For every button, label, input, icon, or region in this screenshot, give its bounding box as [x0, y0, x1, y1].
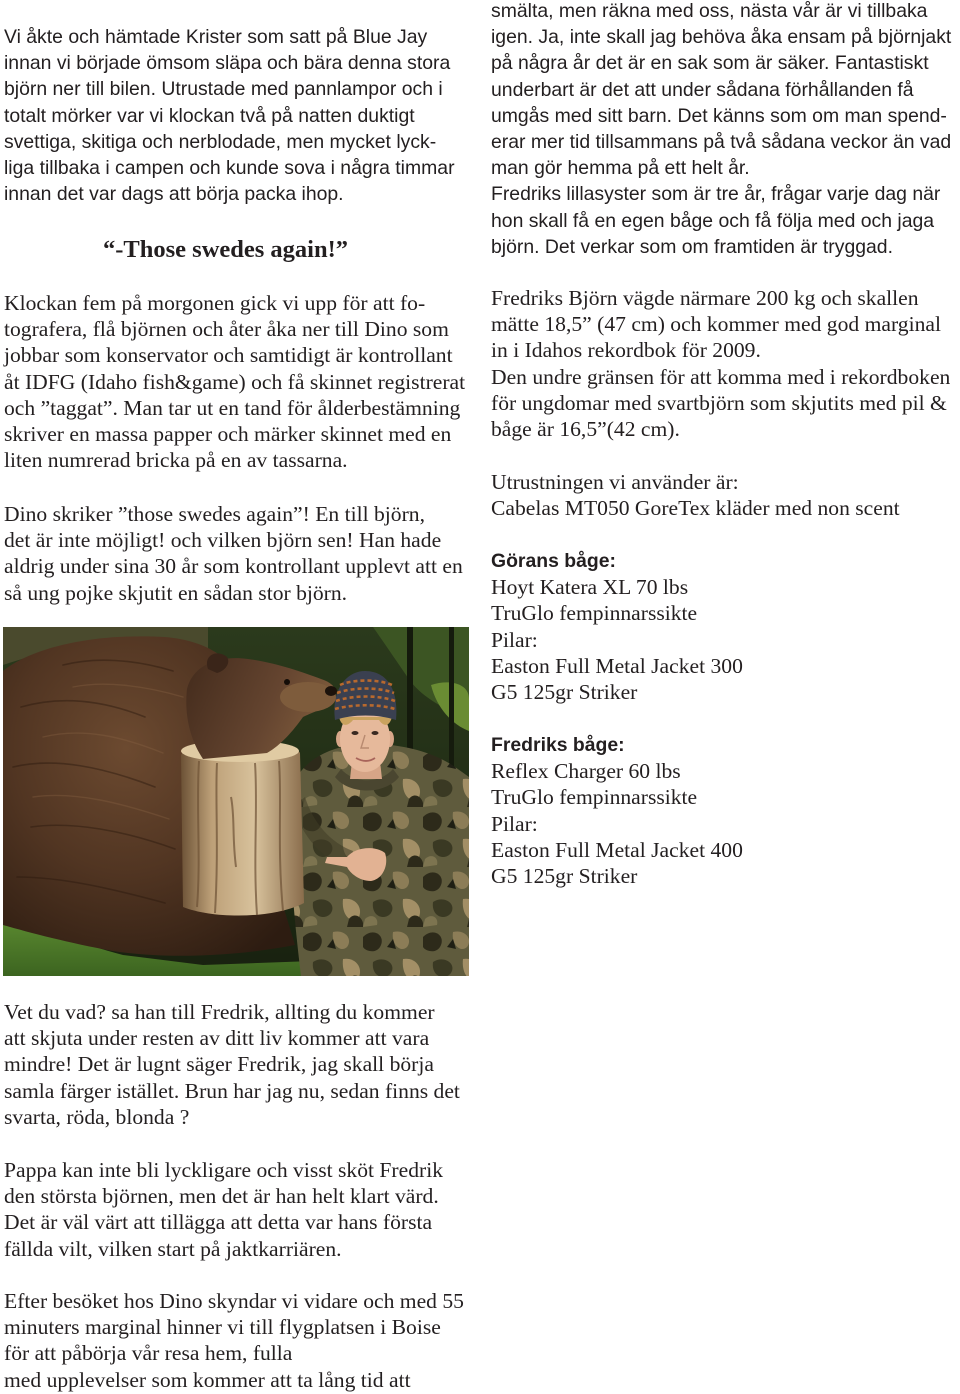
text-line: smälta, men räkna med oss, nästa vår är vi tillbaka: [491, 0, 928, 22]
text-line: totalt mörker var vi klockan två på natten duktigt: [4, 104, 415, 127]
list-item: Easton Full Metal Jacket 400: [491, 837, 743, 862]
bear-nose: [325, 686, 337, 696]
text-line: Klockan fem på morgonen gick vi upp för att fo-: [4, 291, 426, 315]
text-line: Vet du vad? sa han till Fredrik, allting du kommer: [4, 1000, 435, 1024]
text-line: för ungdomar med svartbjörn som skjutits med pil &: [491, 390, 947, 415]
tree-trunk: [449, 627, 454, 777]
list-item: Hoyt Katera XL 70 lbs: [491, 575, 689, 600]
bear-hunter-photo: [3, 627, 469, 976]
text-line: in i Idahos rekordbok för 2009.: [491, 338, 761, 363]
text-line: underbart är det att under sådana förhållanden få: [491, 78, 914, 101]
fredriks-bage-list: [491, 732, 957, 889]
text-line: Vi åkte och hämtade Krister som satt på Blue Jay: [4, 26, 428, 48]
hunter-eye: [372, 731, 379, 735]
bear-muzzle: [280, 682, 336, 712]
list-item: TruGlo fempinnarssikte: [491, 601, 698, 626]
text-line: umgås med sitt barn. Det känns som om man spend-: [491, 104, 947, 127]
text-line: liga tillbaka i campen och kunde sova i några timmar: [4, 156, 455, 179]
text-line: liten numrerad bricka på en av tassarna.: [4, 448, 348, 473]
gorans-bage-list: [491, 548, 957, 705]
list-item: Pilar:: [491, 627, 538, 652]
text-line: Fredriks Björn vägde närmare 200 kg och skallen: [491, 286, 919, 310]
section-heading-block: [103, 235, 465, 265]
list-item: G5 125gr Striker: [491, 863, 638, 888]
text-line: åt IDFG (Idaho fish&game) och få skinnet registrerat: [4, 369, 466, 394]
text-line: minuters marginal hinner vi till flygplatsen i Boise: [4, 1315, 441, 1340]
paragraph-intro-left: [4, 24, 470, 207]
text-line: Efter besöket hos Dino skyndar vi vidare och med 55: [4, 1289, 464, 1313]
text-line: Dino skriker ”those swedes again”! En till björn,: [4, 502, 425, 526]
text-line: och ”taggat”. Man tar ut en tand för ålderbestämning: [4, 395, 461, 420]
list-item: Easton Full Metal Jacket 300: [491, 653, 743, 678]
text-line: mätte 18,5” (47 cm) och kommer med god marginal: [491, 312, 941, 337]
paragraph-pappa: [4, 1157, 470, 1262]
text-line: med upplevelser som kommer att ta lång tid att: [4, 1367, 411, 1392]
text-line: hon skall få en egen båge och få följa med och jaga: [491, 209, 935, 232]
text-line: svettiga, skitiga och nerblodade, men mycket lyck-: [4, 130, 437, 153]
text-line: Pappa kan inte bli lyckligare och visst sköt Fredrik: [4, 1158, 443, 1182]
text-line: innan vi började ömsom släpa och bära denna stora: [4, 52, 451, 75]
paragraph-equipment: [491, 469, 957, 521]
text-line: båge är 16,5”(42 cm).: [491, 416, 680, 441]
text-line: så ung pojke skjutit en sådan stor björn.: [4, 580, 348, 605]
text-line: jobbar som konservator och samtidigt är kontrollant: [4, 343, 453, 368]
text-line: mindre! Det är lugnt säger Fredrik, jag skall börja: [4, 1052, 434, 1077]
text-line: samla färger istället. Brun har jag nu, sedan finns det: [4, 1078, 460, 1103]
text-line: Den undre gränsen för att komma med i rekordboken: [491, 364, 951, 389]
paragraph-intro-right: [491, 0, 957, 260]
list-item: TruGlo fempinnarssikte: [491, 785, 698, 810]
text-line: aldrig under sina 30 år som kontrollant upplevt att en: [4, 554, 463, 579]
paragraph-morning: [4, 290, 470, 473]
text-line: Utrustningen vi använder är:: [491, 470, 739, 494]
text-line: skriver en massa papper och märker skinnet med en: [4, 421, 452, 446]
paragraph-record: [491, 285, 957, 442]
bear-eye: [284, 679, 290, 685]
text-line: Det är väl värt att tillägga att detta var hans första: [4, 1210, 433, 1235]
text-line: att skjuta under resten av ditt liv kommer att vara: [4, 1026, 430, 1051]
text-line: det är inte möjligt! och vilken björn sen! Han hade: [4, 528, 442, 553]
text-line: Cabelas MT050 GoreTex kläder med non scent: [491, 496, 900, 521]
text-line: björn. Det verkar som om framtiden är tryggad.: [491, 235, 893, 258]
paragraph-dino: [4, 501, 470, 606]
text-line: björn ner till bilen. Utrustade med pannlampor och i: [4, 78, 443, 101]
text-line: innan det var dags att börja packa ihop.: [4, 183, 344, 206]
text-line: erar mer tid tillsammans på två sådana veckor än vad: [491, 130, 952, 153]
tree-trunk: [407, 627, 413, 757]
paragraph-vet-du-vad: [4, 999, 470, 1130]
list-item: Reflex Charger 60 lbs: [491, 759, 681, 784]
text-line: igen. Ja, inte skall jag behöva åka ensam på björnjakt: [491, 26, 952, 49]
text-line: man gör hemma på ett helt år.: [491, 157, 750, 180]
text-line: tografera, flå björnen och åter åka ner till Dino som: [4, 317, 449, 342]
text-line: Fredriks lillasyster som är tre år, frågar varje dag när: [491, 183, 941, 206]
list-heading: Fredriks båge:: [491, 734, 625, 756]
text-line: fällda vilt, vilken start på jaktkarriären.: [4, 1236, 342, 1261]
list-item: Pilar:: [491, 811, 538, 836]
paragraph-efter: [4, 1288, 470, 1393]
list-item: G5 125gr Striker: [491, 679, 638, 704]
list-heading: Görans båge:: [491, 550, 616, 572]
right-column: [491, 0, 957, 1394]
section-heading: “-Those swedes again!”: [103, 236, 349, 263]
text-line: på några år det är en sak som är säker. Fantastiskt: [491, 52, 929, 75]
text-line: svarta, röda, blonda ?: [4, 1104, 190, 1129]
hunter-eye: [352, 731, 359, 735]
text-line: för att påbörja vår resa hem, fulla: [4, 1341, 293, 1366]
text-line: den största björnen, men det är han helt klart värd.: [4, 1184, 439, 1209]
